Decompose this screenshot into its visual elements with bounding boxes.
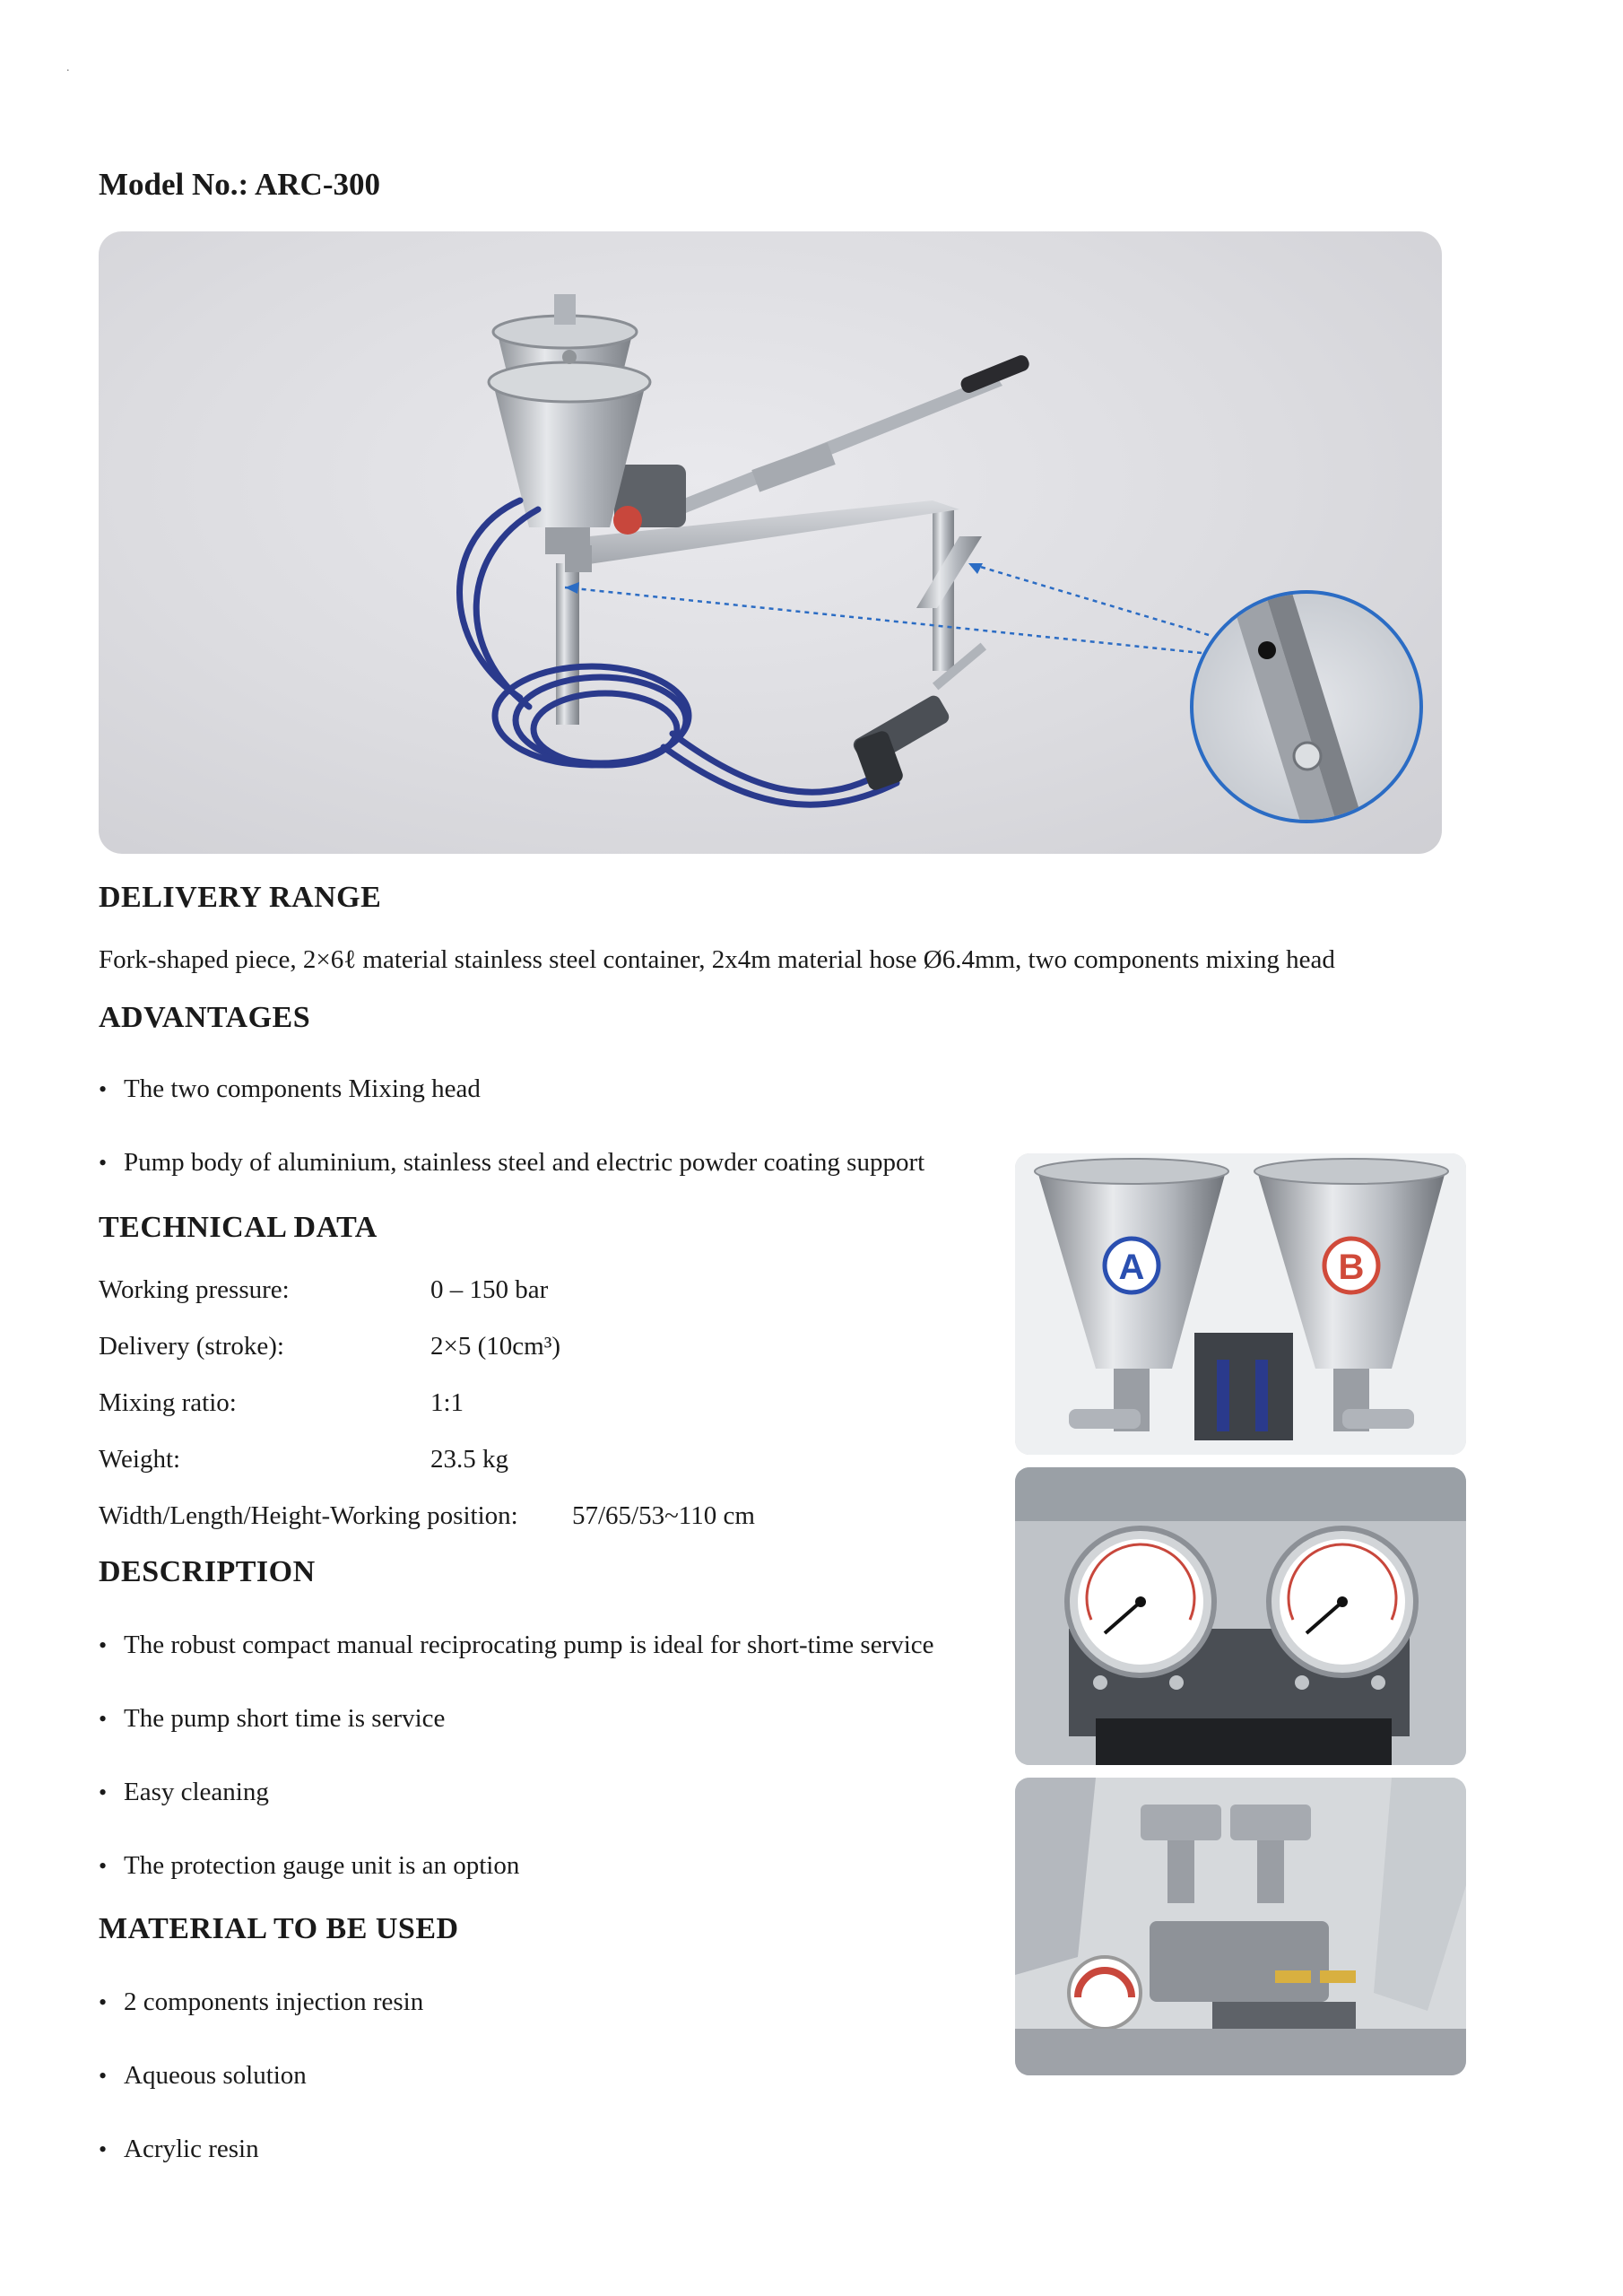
delivery-range-heading: DELIVERY RANGE — [99, 881, 382, 914]
material-item — [99, 2061, 307, 2091]
description-item — [99, 1631, 934, 1660]
description-item — [99, 1778, 269, 1807]
material-heading: MATERIAL TO BE USED — [99, 1912, 459, 1945]
advantages-heading: ADVANTAGES — [99, 1001, 311, 1034]
hero-product-image — [99, 231, 1442, 854]
tech-value: 0 – 150 bar — [430, 1275, 549, 1304]
material-text: Acrylic resin — [124, 2135, 259, 2163]
bullet-dot: • — [99, 1076, 108, 1102]
description-item — [99, 1704, 445, 1734]
material-item — [99, 2135, 259, 2164]
tech-label: Working pressure: — [99, 1275, 290, 1304]
bullet-dot: • — [99, 1632, 108, 1658]
bullet-dot: • — [99, 1779, 108, 1805]
tech-label: Mixing ratio: — [99, 1388, 237, 1417]
side-photo-containers — [1015, 1153, 1466, 1455]
description-text: The robust compact manual reciprocating pump is ideal for short-time service — [124, 1631, 934, 1659]
advantage-item — [99, 1074, 481, 1104]
advantage-text: The two components Mixing head — [124, 1074, 481, 1103]
material-item — [99, 1987, 423, 2017]
description-heading: DESCRIPTION — [99, 1555, 316, 1588]
containers-ab-illustration — [1015, 1153, 1466, 1455]
material-text: Aqueous solution — [124, 2061, 307, 2090]
leg-detail-inset — [1192, 590, 1421, 850]
tech-label: Width/Length/Height-Working position: — [99, 1501, 518, 1530]
bullet-dot: • — [99, 2136, 108, 2162]
pump-illustration — [99, 231, 1442, 854]
description-text: The pump short time is service — [124, 1704, 446, 1733]
bullet-dot: • — [99, 2063, 108, 2089]
side-photo-mixing-block — [1015, 1778, 1466, 2075]
bullet-dot: • — [99, 1853, 108, 1879]
description-text: The protection gauge unit is an option — [124, 1851, 520, 1880]
tech-label: Delivery (stroke): — [99, 1332, 284, 1361]
page-marker-dot: . — [66, 61, 70, 74]
container-a-label: A — [1118, 1248, 1145, 1287]
detail-pointer-lines — [565, 563, 1209, 653]
bullet-dot: • — [99, 1989, 108, 2015]
bullet-dot: • — [99, 1150, 108, 1176]
pressure-gauge-left — [1067, 1528, 1214, 1675]
tech-value: 57/65/53~110 cm — [572, 1501, 755, 1530]
container-b-label: B — [1338, 1248, 1365, 1287]
model-title: Model No.: ARC-300 — [99, 167, 380, 202]
bullet-dot: • — [99, 1706, 108, 1732]
tech-value: 23.5 kg — [430, 1445, 508, 1474]
side-photo-gauges — [1015, 1467, 1466, 1765]
advantage-text: Pump body of aluminium, stainless steel and electric powder coating support — [124, 1148, 925, 1177]
tech-label: Weight: — [99, 1445, 181, 1474]
material-text: 2 components injection resin — [124, 1987, 424, 2016]
tech-value: 2×5 (10cm³) — [430, 1332, 561, 1361]
tech-value: 1:1 — [430, 1388, 464, 1417]
mixing-head-gun — [851, 643, 986, 792]
advantage-item — [99, 1148, 924, 1178]
pressure-gauges-illustration — [1015, 1467, 1466, 1765]
description-item — [99, 1851, 519, 1881]
mixing-block-illustration — [1015, 1778, 1466, 2075]
pressure-gauge-right — [1269, 1528, 1416, 1675]
description-text: Easy cleaning — [124, 1778, 269, 1806]
technical-data-heading: TECHNICAL DATA — [99, 1211, 378, 1244]
delivery-range-text: Fork-shaped piece, 2×6ℓ material stainless steel container, 2x4m material hose Ø6.4mm, two components mixing head — [99, 945, 1335, 974]
